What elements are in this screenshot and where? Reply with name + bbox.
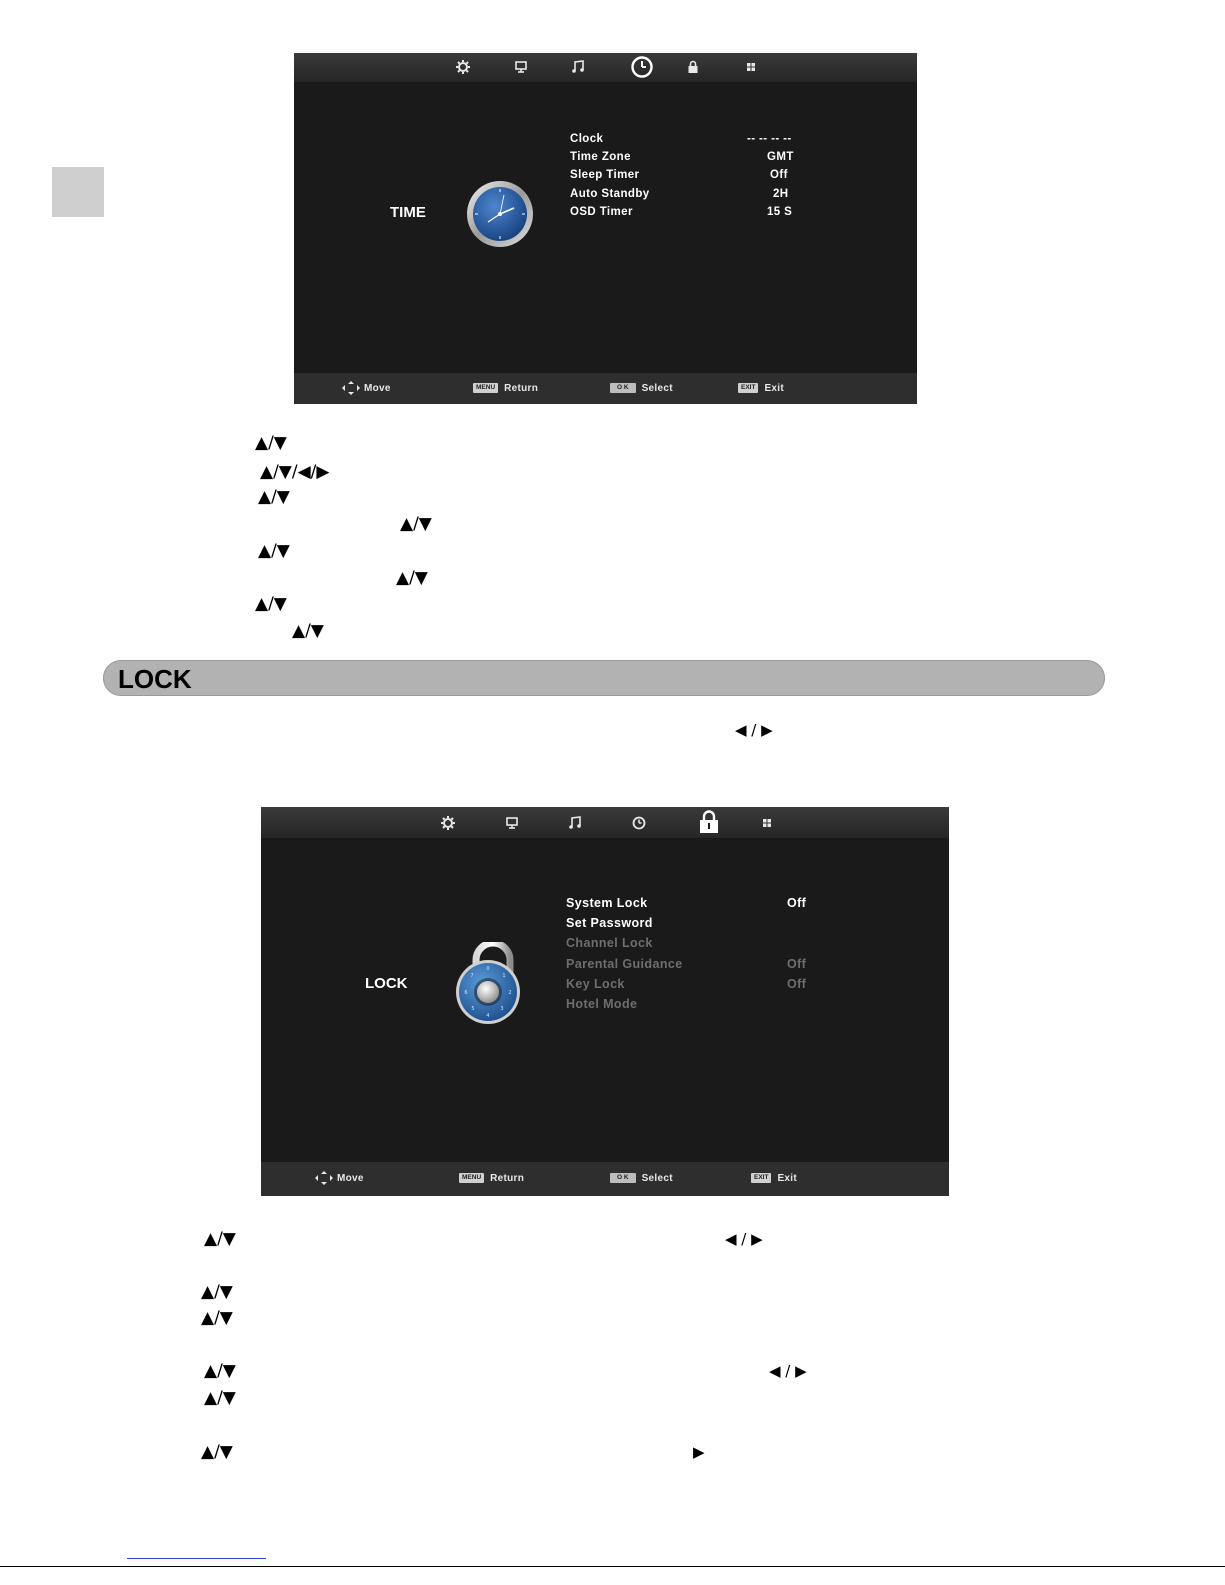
menu-item-auto-standby[interactable]: Auto Standby [570,188,650,200]
menu-item-set-password[interactable]: Set Password [566,916,653,930]
menu-value-sleep-timer: Off [770,169,788,181]
menu-title: LOCK [365,975,408,992]
arrow-line-lock-5: ▲/▼ [204,1388,236,1408]
footer-link-underline [127,1558,266,1559]
arrow-line-5: ▲/▼ [258,541,290,561]
apps-grid-icon[interactable] [742,59,760,75]
svg-text:7: 7 [470,973,474,979]
menu-item-osd-timer[interactable]: OSD Timer [570,206,633,218]
arrow-line-lock-4-lr: ◀ / ▶ [769,1362,807,1380]
music-note-icon[interactable] [566,815,584,831]
arrow-line-7: ▲/▼ [255,594,287,614]
picture-icon[interactable] [439,815,457,831]
arrow-line-6: ▲/▼ [396,568,428,588]
arrow-line-lock-3: ▲/▼ [201,1308,233,1328]
menu-item-clock[interactable]: Clock [570,133,604,145]
arrow-line-1: ▲/▼ [255,433,287,453]
screen-icon[interactable] [503,815,521,831]
hint-bar [294,373,917,404]
time-menu-screen [294,53,917,404]
music-note-icon[interactable] [569,59,587,75]
section-banner [103,660,1105,696]
move-arrows-icon [342,381,360,395]
select-hint: O K Select [610,1162,673,1196]
svg-text:3: 3 [500,1006,504,1012]
hint-bar [261,1162,949,1196]
menu-value-system-lock: Off [787,896,807,910]
menu-value-clock: -- -- -- -- [747,133,792,145]
arrow-line-lock-6-right: ▶ [693,1443,705,1461]
exit-key-icon: EXIT [751,1173,771,1183]
menu-value-key-lock: Off [787,977,807,991]
screen-icon[interactable] [512,59,530,75]
svg-text:4: 4 [486,1013,490,1019]
svg-text:5: 5 [471,1006,475,1012]
menu-value-time-zone: GMT [767,151,794,163]
arrow-line-lock-1-lr: ◀ / ▶ [725,1230,763,1248]
menu-item-parental-guidance[interactable]: Parental Guidance [566,957,683,971]
exit-hint: EXIT Exit [738,373,784,404]
lock-menu-screen [261,807,949,1196]
select-hint: O K Select [610,373,673,404]
menu-title: TIME [390,204,426,221]
arrow-line-lock-4: ▲/▼ [204,1361,236,1381]
picture-icon[interactable] [454,59,472,75]
return-hint: MENU Return [473,373,538,404]
ok-key-icon: O K [610,1173,636,1183]
padlock-illustration [452,942,528,1031]
svg-text:6: 6 [464,990,468,996]
chapter-tab [52,167,104,217]
return-hint: MENU Return [459,1162,524,1196]
section-title: LOCK [118,664,192,694]
move-hint: Move [342,373,391,404]
menu-value-osd-timer: 15 S [767,206,793,218]
svg-text:0: 0 [486,966,490,972]
clock-icon[interactable] [629,55,655,79]
arrow-line-lock-6: ▲/▼ [201,1442,233,1462]
menu-item-hotel-mode[interactable]: Hotel Mode [566,997,638,1011]
clock-illustration [466,180,534,253]
arrow-line-2: ▲/▼/◀/▶ [260,462,330,482]
arrow-line-lock-2: ▲/▼ [201,1282,233,1302]
svg-text:2: 2 [508,990,512,996]
menu-category-bar [294,53,917,82]
arrow-line-3: ▲/▼ [258,487,290,507]
footer-rule [0,1566,1225,1567]
lock-icon[interactable] [684,59,702,75]
arrow-line-left-right-intro: ◀ / ▶ [735,721,773,739]
menu-key-icon: MENU [459,1173,484,1183]
arrow-line-lock-1: ▲/▼ [204,1229,236,1249]
menu-value-parental-guidance: Off [787,957,807,971]
exit-hint: EXIT Exit [751,1162,797,1196]
menu-key-icon: MENU [473,383,498,393]
apps-grid-icon[interactable] [758,815,776,831]
menu-item-sleep-timer[interactable]: Sleep Timer [570,169,640,181]
menu-item-channel-lock[interactable]: Channel Lock [566,936,653,950]
move-hint: Move [315,1162,364,1196]
ok-key-icon: O K [610,383,636,393]
clock-icon[interactable] [630,815,648,831]
move-arrows-icon [315,1171,333,1185]
menu-category-bar [261,807,949,838]
svg-text:1: 1 [502,973,506,979]
menu-value-auto-standby: 2H [773,188,789,200]
arrow-line-8: ▲/▼ [292,621,324,641]
menu-item-key-lock[interactable]: Key Lock [566,977,625,991]
arrow-line-4: ▲/▼ [400,514,432,534]
menu-item-system-lock[interactable]: System Lock [566,896,648,910]
exit-key-icon: EXIT [738,383,758,393]
lock-icon[interactable] [696,810,722,834]
menu-item-time-zone[interactable]: Time Zone [570,151,631,163]
